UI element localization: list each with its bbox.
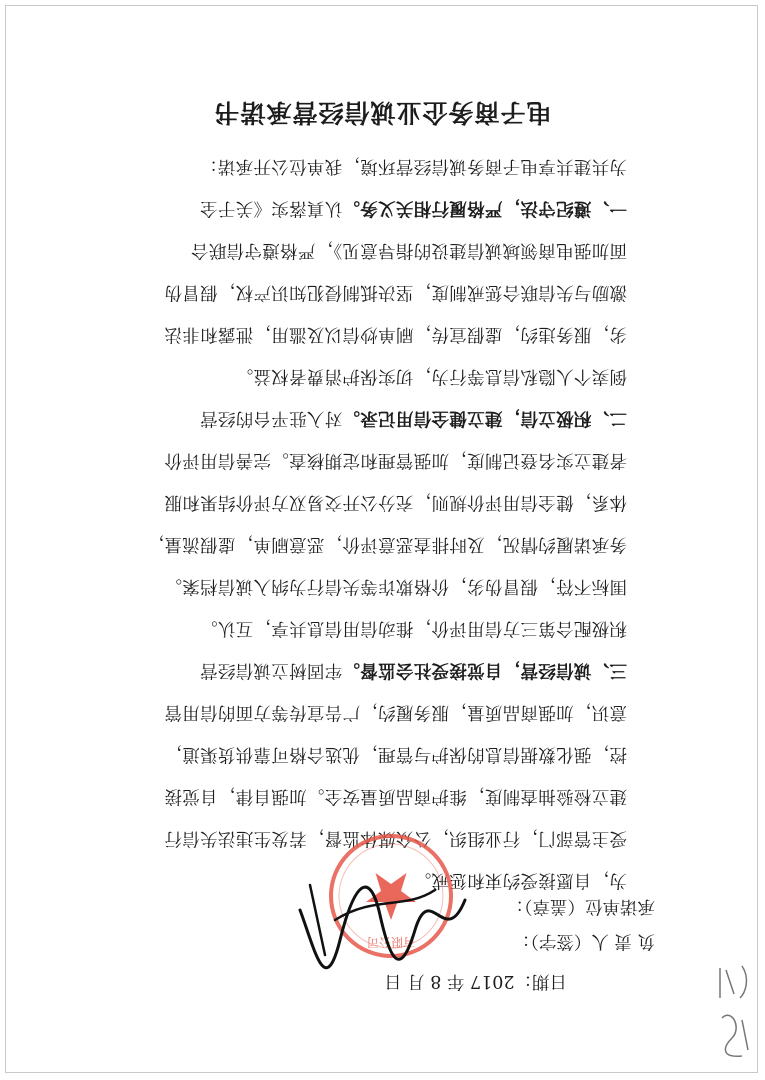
section-2-heading: 二、积极立信，建立健全信用记录。	[342, 408, 627, 428]
section-3-line-4: 受主管部门，行业组织，公众媒体监督，若发生违法失信行	[164, 828, 627, 848]
document-title: 电子商务企业诚信经营承诺书	[213, 98, 552, 127]
section-2-line-1: 者建立实名登记制度，加强管理和定期核查。完善信用评价	[164, 450, 627, 470]
section-3-line-3: 建立检验抽查制度，维护商品质量安全。加强自律，自觉接	[164, 786, 627, 806]
section-3-line-5: 为，自愿接受约束和惩戒。	[413, 870, 627, 890]
section-2-line-2: 体系，健全信用评价规则，充分公开交易双方评价结果和服	[164, 492, 627, 512]
section-2-line-0	[200, 407, 627, 432]
section-1-text-0: 认真落实《关于全	[199, 198, 343, 218]
section-2-line-5: 积极配合第三方信用评价，推动信用信息共享，互认。	[199, 618, 627, 638]
section-3-text-0: 牢固树立诚信经营	[199, 660, 343, 680]
section-3-line-2: 控，强化数据信息的保护与管理，优选合格可靠供货渠道，	[164, 744, 627, 764]
intro-line: 为共建共享电子商务诚信经营环境，我单位公开承诺：	[199, 156, 627, 176]
section-1-line-0	[200, 197, 627, 222]
seal-text: 有限公司	[366, 935, 416, 949]
promise-unit-label: 承诺单位（盖章）：	[506, 896, 655, 916]
margin-pencil-marks	[712, 958, 762, 1068]
section-1-line-1: 面加强电商领域诚信建设的指导意见》，严格遵守信联合	[190, 240, 627, 260]
section-3-heading: 三、诚信经营，自觉接受社会监督。	[342, 660, 627, 680]
section-2-text-0: 对入驻平台的经营	[199, 408, 343, 428]
handwritten-signature	[285, 870, 475, 970]
section-1-heading: 一、遵纪守法，严格履行相关义务。	[342, 198, 627, 218]
section-2-line-3: 务承诺履约情况，及时排查恶意评价，恶意刷单，虚假流量，	[146, 534, 627, 554]
section-3-line-1: 意识，加强商品质量，服务履约，广告宣传等方面的信用管	[164, 702, 627, 722]
section-1-line-3: 劣，服务违约，虚假宣传，刷单炒信以及滥用，泄露和非法	[164, 324, 627, 344]
section-2-line-4: 围标不符，假冒伪劣，价格欺诈等失信行为纳入诚信档案。	[164, 576, 627, 596]
responsible-person-label: 负 责 人（签字）：	[512, 931, 655, 951]
section-1-line-2: 激励与失信联合惩戒制度，坚决抵制侵犯知识产权，假冒伪	[164, 282, 627, 302]
date-label: 日期：2017 年 8 月 日	[384, 971, 567, 991]
section-3-line-0	[200, 659, 627, 684]
section-1-line-4: 倒卖个人隐私信息等行为，切实保护消费者权益。	[235, 366, 627, 386]
